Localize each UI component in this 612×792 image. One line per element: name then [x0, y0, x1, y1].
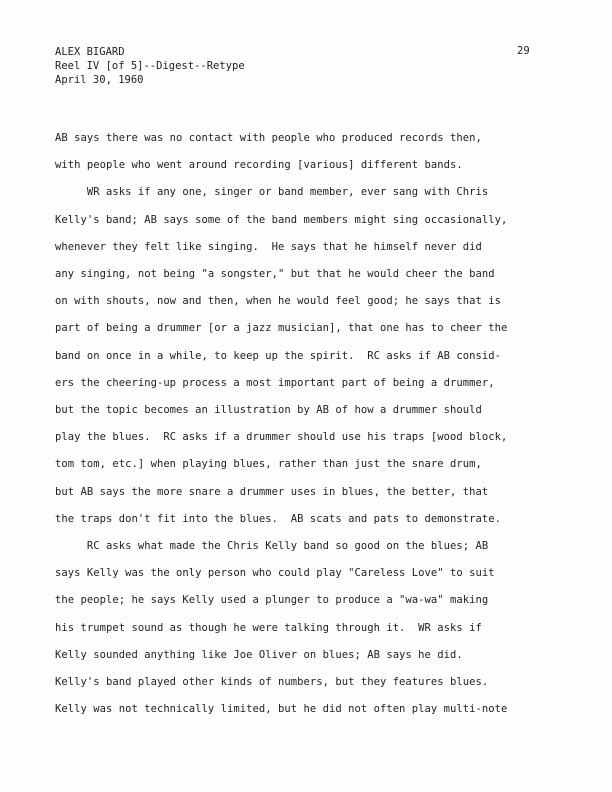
page-number: 29: [517, 45, 530, 57]
text-line: on with shouts, now and then, when he would feel good; he says that is: [55, 295, 502, 308]
text-line: part of being a drummer [or a jazz musician], that one has to cheer the: [55, 322, 508, 335]
text-line: tom tom, etc.] when playing blues, rather than just the snare drum,: [55, 458, 482, 471]
reel-info: Reel IV [of 5]--Digest--Retype: [55, 60, 245, 72]
text-line: any singing, not being "a songster," but that he would cheer the band: [55, 268, 495, 281]
text-line: AB says there was no contact with people who produced records then,: [55, 132, 482, 144]
text-line: RC asks what made the Chris Kelly band so good on the blues; AB: [55, 540, 489, 553]
text-line: Kelly's band; AB says some of the band members might sing occasionally,: [55, 213, 508, 226]
text-line: says Kelly was the only person who could play "Careless Love" to suit: [55, 567, 495, 580]
interview-date: April 30, 1960: [55, 74, 144, 86]
text-line: band on once in a while, to keep up the spirit. RC asks if AB consid-: [55, 349, 502, 362]
text-line: Kelly's band played other kinds of numbers, but they features blues.: [55, 676, 489, 689]
text-line: Kelly was not technically limited, but he did not often play multi-note: [55, 703, 508, 716]
text-line: WR asks if any one, singer or band member, ever sang with Chris: [55, 186, 489, 199]
transcript-body: [55, 125, 575, 723]
text-line: the people; he says Kelly used a plunger to produce a "wa-wa" making: [55, 594, 489, 607]
text-line: but AB says the more snare a drummer uses in blues, the better, that: [55, 485, 489, 498]
text-line: whenever they felt like singing. He says that he himself never did: [55, 240, 482, 253]
text-line: his trumpet sound as though he were talking through it. WR asks if: [55, 621, 482, 634]
text-line: ers the cheering-up process a most important part of being a drummer,: [55, 376, 495, 389]
interviewee-name: ALEX BIGARD: [55, 46, 125, 58]
text-line: the traps don't fit into the blues. AB scats and pats to demonstrate.: [55, 512, 502, 525]
text-line: Kelly sounded anything like Joe Oliver on blues; AB says he did.: [55, 648, 463, 661]
text-line: play the blues. RC asks if a drummer should use his traps [wood block,: [55, 431, 508, 444]
text-line: with people who went around recording [various] different bands.: [55, 159, 463, 172]
text-line: but the topic becomes an illustration by AB of how a drummer should: [55, 404, 482, 417]
document-header: [55, 45, 245, 87]
